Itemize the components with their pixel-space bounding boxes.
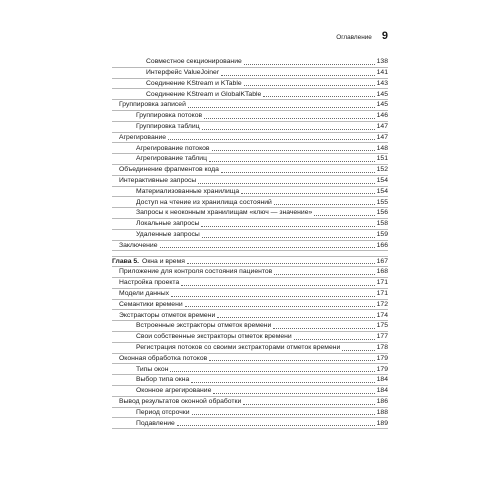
toc-entry-text: Встроенные экстракторы отметок времени — [136, 322, 272, 330]
toc-chapter-entry[interactable] — [112, 256, 388, 267]
toc-entry-text: Оконное агрегирование — [136, 387, 212, 395]
dot-leader — [243, 404, 374, 405]
toc-entry[interactable] — [112, 241, 388, 252]
toc-entry-label — [119, 101, 186, 109]
toc-entry[interactable] — [112, 267, 388, 278]
dot-leader — [273, 328, 374, 329]
dot-leader — [192, 414, 375, 415]
toc-entry[interactable] — [112, 375, 388, 386]
running-head — [112, 30, 388, 42]
toc-entry[interactable] — [112, 343, 388, 354]
toc-entry[interactable] — [112, 165, 388, 176]
toc-entry-label — [136, 409, 190, 417]
page-number: 9 — [381, 30, 388, 42]
toc-entry-page: 145 — [376, 101, 388, 109]
toc-entry-text: Интерфейс ValueJoiner — [146, 69, 220, 77]
toc-entry[interactable] — [112, 321, 388, 332]
toc-entry[interactable] — [112, 230, 388, 241]
toc-entry-text: Объединение фрагментов кода — [119, 166, 219, 174]
toc-entry-text: Окна и время — [142, 257, 185, 265]
toc-entry-label — [136, 209, 312, 217]
toc-entry[interactable] — [112, 197, 388, 208]
dot-leader — [217, 317, 374, 318]
toc-entry-text: Приложение для контроля состояния пациентов — [119, 268, 273, 276]
toc-entry-page: 146 — [376, 112, 388, 120]
toc-entry-text: Свои собственные экстракторы отметок времени — [136, 333, 292, 341]
toc-entry[interactable] — [112, 418, 388, 429]
toc-entry[interactable] — [112, 332, 388, 343]
dot-leader — [188, 107, 375, 108]
running-head-title: Оглавление — [336, 34, 372, 41]
toc-entry-text: Подавление — [136, 419, 175, 427]
dot-leader — [314, 215, 374, 216]
dot-leader — [213, 393, 374, 394]
dot-leader — [170, 371, 374, 372]
toc-entry[interactable] — [112, 133, 388, 144]
toc-entry-text: Соединение KStream и GlobalKTable — [146, 90, 262, 98]
toc-entry[interactable] — [112, 300, 388, 311]
toc-entry-text: Материализованные хранилища — [136, 187, 240, 195]
toc-entry-page: 158 — [376, 220, 388, 228]
toc-entry[interactable] — [112, 208, 388, 219]
toc-entry-label — [146, 69, 219, 77]
toc-entry-label — [136, 387, 211, 395]
dot-leader — [244, 64, 375, 65]
toc-entry[interactable] — [112, 57, 388, 68]
dot-leader — [177, 425, 375, 426]
toc-entry-text: Запросы к неоконным хранилищам «ключ — значение» — [136, 209, 313, 217]
toc-entry-page: 174 — [376, 311, 388, 319]
toc-entry-label — [136, 188, 239, 196]
toc-entry[interactable] — [112, 310, 388, 321]
toc-entry-label — [119, 279, 179, 287]
toc-entry-page: 151 — [376, 155, 388, 163]
toc-entry-label — [119, 355, 207, 363]
toc-entry[interactable] — [112, 354, 388, 365]
dot-leader — [187, 263, 375, 264]
toc-entry[interactable] — [112, 176, 388, 187]
toc-entry-page: 154 — [376, 187, 388, 195]
toc-entry-page: 147 — [376, 123, 388, 131]
chapter-number: Глава 5. — [112, 257, 140, 265]
dot-leader — [201, 226, 374, 227]
dot-leader — [191, 382, 374, 383]
toc-entry-text: Выбор типа окна — [136, 376, 190, 384]
toc-entry-page: 179 — [376, 365, 388, 373]
toc-entry-text: Модели данных — [119, 290, 170, 298]
toc-entry-page: 186 — [376, 398, 388, 405]
toc-entry-label — [119, 177, 196, 185]
toc-entry-page: 175 — [376, 322, 388, 330]
toc-entry-text: Удаленные запросы — [136, 231, 200, 239]
toc-entry-label — [119, 398, 241, 406]
toc-entry-text: Вывод результатов оконной обработки — [119, 398, 242, 405]
toc-entry[interactable] — [112, 386, 388, 397]
dot-leader — [274, 274, 374, 275]
dot-leader — [241, 193, 375, 194]
toc-entry[interactable] — [112, 89, 388, 100]
toc-entry-page: 145 — [376, 90, 388, 98]
toc-entry[interactable] — [112, 408, 388, 419]
toc-entry-text: Группировка таблиц — [136, 123, 200, 131]
toc-entry-page: 147 — [376, 133, 388, 141]
toc-entry-label — [136, 145, 210, 153]
toc-entry[interactable] — [112, 154, 388, 165]
dot-leader — [244, 85, 375, 86]
dot-leader — [202, 237, 375, 238]
toc-entry[interactable] — [112, 143, 388, 154]
toc-entry-page: 177 — [376, 333, 388, 341]
toc-entry-label — [136, 376, 189, 384]
dot-leader — [181, 285, 374, 286]
toc-entry-label — [136, 155, 207, 163]
toc-entry-page: 148 — [376, 144, 388, 152]
toc-entry-text: Типы окон — [136, 365, 169, 373]
toc-entry[interactable] — [112, 278, 388, 289]
toc-entry-label — [146, 91, 261, 99]
toc-entry-label — [136, 333, 292, 341]
toc-entry-page: 171 — [376, 290, 388, 298]
toc-entry-label — [136, 123, 200, 131]
dot-leader — [209, 360, 374, 361]
toc-entry-text: Совместное секционирование — [146, 58, 242, 66]
toc-entry-text: Группировка потоков — [136, 112, 203, 120]
toc-entry-text: Интерактивные запросы — [119, 177, 197, 185]
toc-entry[interactable] — [112, 122, 388, 133]
toc-entry-label — [136, 112, 202, 120]
toc-entry-text: Локальные запросы — [136, 220, 200, 228]
toc-entry-text: Агрегирование потоков — [136, 144, 210, 152]
toc-entry-label — [136, 220, 199, 228]
dot-leader — [168, 139, 375, 140]
toc-entry[interactable] — [112, 100, 388, 111]
toc-entry-page: 138 — [376, 58, 388, 66]
toc-entry-page: 154 — [376, 177, 388, 185]
toc-entry-label — [136, 366, 168, 374]
toc-entry-text: Агрегирование таблиц — [136, 155, 208, 163]
dot-leader — [221, 172, 375, 173]
toc-entry-label — [136, 322, 271, 330]
toc-entry-page: 172 — [376, 300, 388, 308]
dot-leader — [221, 75, 375, 76]
toc-entry-page: 156 — [376, 209, 388, 217]
toc-entry-page: 141 — [376, 69, 388, 77]
toc-entry-text: Период отсрочки — [136, 408, 190, 416]
toc-entry-label — [119, 268, 272, 276]
dot-leader — [342, 350, 374, 351]
toc-entry-text: Настройка проекта — [119, 279, 180, 287]
toc-entry-label — [119, 242, 158, 250]
dot-leader — [171, 296, 375, 297]
dot-leader — [198, 183, 374, 184]
toc-entry[interactable] — [112, 364, 388, 375]
toc-entry-page: 167 — [376, 257, 388, 265]
dot-leader — [274, 204, 375, 205]
toc-entry-text: Группировка записей — [119, 101, 186, 109]
toc-entry-page: 188 — [376, 408, 388, 416]
toc-entry-text: Соединение KStream и KTable — [146, 79, 242, 87]
toc-entry-page: 184 — [376, 376, 388, 384]
toc-entry-text: Экстракторы отметок времени — [119, 311, 216, 319]
toc-entry-label — [146, 80, 242, 88]
dot-leader — [294, 339, 375, 340]
toc-entry[interactable] — [112, 111, 388, 122]
toc-entry-page: 143 — [376, 79, 388, 87]
toc-entry-page: 179 — [376, 354, 388, 362]
toc-entry-text: Заключение — [119, 241, 158, 249]
dot-leader — [263, 96, 374, 97]
toc-entry-label — [136, 199, 272, 207]
toc-entry-page: 159 — [376, 231, 388, 239]
toc-entry[interactable] — [112, 289, 388, 300]
dot-leader — [212, 150, 375, 151]
toc-entry-page: 152 — [376, 166, 388, 174]
toc-entry[interactable] — [112, 68, 388, 79]
toc-entry-label — [136, 231, 200, 239]
toc-entry-text: Регистрация потоков со своими экстракторами отметок времени — [136, 344, 341, 352]
toc-entry[interactable] — [112, 79, 388, 90]
toc-entry-label — [119, 301, 183, 309]
toc-entry-page: 178 — [376, 344, 388, 352]
dot-leader — [204, 118, 375, 119]
toc-entry-label — [119, 134, 166, 142]
table-of-contents — [112, 57, 388, 429]
toc-entry-text: Агрегирование — [119, 133, 167, 141]
toc-entry-label — [119, 290, 169, 298]
toc-entry-text: Семантики времени — [119, 300, 183, 308]
dot-leader — [185, 306, 375, 307]
toc-entry[interactable] — [112, 187, 388, 198]
toc-entry-label — [136, 420, 175, 428]
toc-entry-label — [146, 58, 242, 66]
toc-entry-page: 184 — [376, 387, 388, 395]
toc-entry-label — [112, 258, 185, 266]
toc-entry-page: 171 — [376, 279, 388, 287]
toc-entry-page: 168 — [376, 268, 388, 276]
toc-entry-page: 166 — [376, 241, 388, 249]
toc-entry-page: 189 — [376, 419, 388, 427]
toc-entry-label — [119, 166, 219, 174]
toc-entry[interactable] — [112, 397, 388, 408]
dot-leader — [202, 129, 375, 130]
toc-entry-text: Доступ на чтение из хранилища состояний — [136, 198, 272, 206]
toc-entry-text: Оконная обработка потоков — [119, 354, 208, 362]
toc-entry-page: 155 — [376, 198, 388, 206]
toc-entry-label — [136, 344, 340, 352]
toc-entry-label — [119, 312, 215, 320]
toc-entry[interactable] — [112, 219, 388, 230]
dot-leader — [209, 161, 375, 162]
dot-leader — [160, 247, 375, 248]
